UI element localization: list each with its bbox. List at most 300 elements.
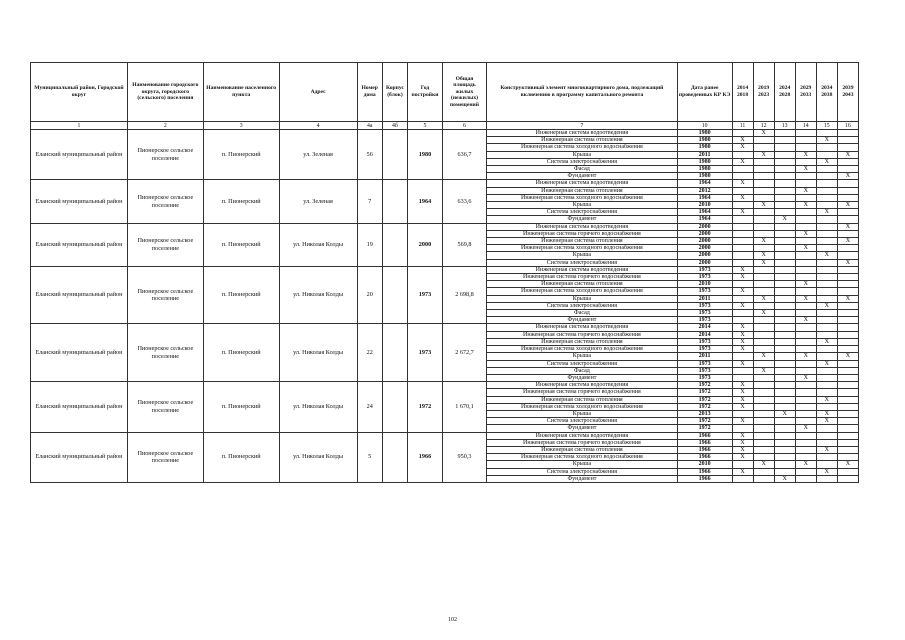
period-mark-cell: X <box>753 130 774 137</box>
period-mark-cell <box>753 360 774 367</box>
street-cell: ул. Николая Колды <box>279 382 357 432</box>
repair-date-cell: 2000 <box>677 259 732 266</box>
repair-date-cell: 1973 <box>677 310 732 317</box>
period-mark-cell: X <box>732 446 753 453</box>
period-mark-cell <box>816 216 837 223</box>
period-mark-cell <box>837 166 858 173</box>
repair-date-cell: 1973 <box>677 367 732 374</box>
street-cell: ул. Зеленая <box>279 130 357 180</box>
period-mark-cell <box>774 180 795 187</box>
period-mark-cell <box>816 230 837 237</box>
build-year-cell: 1964 <box>408 180 443 223</box>
house-number-cell: 20 <box>357 266 382 324</box>
street-cell: ул. Николая Колды <box>279 432 357 482</box>
element-name-cell: Крыша <box>487 461 678 468</box>
period-mark-cell <box>816 151 837 158</box>
period-mark-cell <box>816 461 837 468</box>
column-number: 5 <box>408 122 443 130</box>
repair-date-cell: 1972 <box>677 396 732 403</box>
period-mark-cell <box>837 310 858 317</box>
period-mark-cell <box>753 382 774 389</box>
period-mark-cell: X <box>732 338 753 345</box>
period-mark-cell <box>774 144 795 151</box>
district-cell: Еланский муниципальный район <box>31 382 128 432</box>
block-cell <box>382 130 407 180</box>
repair-date-cell: 2010 <box>677 202 732 209</box>
element-name-cell: Инженерная система отопления <box>487 137 678 144</box>
period-mark-cell <box>837 266 858 273</box>
period-mark-cell: X <box>795 425 816 432</box>
repair-date-cell: 1980 <box>677 137 732 144</box>
repair-date-cell: 1966 <box>677 468 732 475</box>
period-mark-cell <box>816 317 837 324</box>
period-mark-cell <box>753 137 774 144</box>
period-mark-cell <box>753 166 774 173</box>
period-mark-cell <box>837 144 858 151</box>
element-name-cell: Инженерная система отопления <box>487 446 678 453</box>
period-mark-cell <box>837 216 858 223</box>
period-mark-cell <box>837 410 858 417</box>
period-mark-cell: X <box>753 461 774 468</box>
settlement-cell: Пионерское сельское поселение <box>127 180 203 223</box>
period-mark-cell <box>732 202 753 209</box>
period-mark-cell <box>795 209 816 216</box>
period-mark-cell: X <box>732 396 753 403</box>
repair-date-cell: 2013 <box>677 410 732 417</box>
element-name-cell: Инженерная система отопления <box>487 238 678 245</box>
period-mark-cell <box>816 223 837 230</box>
period-mark-cell <box>732 173 753 180</box>
period-mark-cell <box>753 475 774 482</box>
district-cell: Еланский муниципальный район <box>31 324 128 382</box>
period-mark-cell <box>837 382 858 389</box>
period-mark-cell <box>774 310 795 317</box>
header-cell: Дата ранее проведенных КР КЭ <box>677 63 732 122</box>
element-name-cell: Инженерная система горячего водоснабжения <box>487 389 678 396</box>
period-mark-cell <box>774 274 795 281</box>
element-name-cell: Инженерная система холодного водоснабжения <box>487 194 678 201</box>
repair-date-cell: 1980 <box>677 173 732 180</box>
period-mark-cell: X <box>753 367 774 374</box>
element-name-cell: Фундамент <box>487 317 678 324</box>
house-number-cell: 5 <box>357 432 382 482</box>
period-mark-cell: X <box>816 396 837 403</box>
repair-date-cell: 2010 <box>677 281 732 288</box>
period-mark-cell <box>816 166 837 173</box>
period-mark-cell <box>774 230 795 237</box>
period-mark-cell <box>774 425 795 432</box>
district-cell: Еланский муниципальный район <box>31 223 128 266</box>
period-mark-cell <box>753 331 774 338</box>
repair-date-cell: 2012 <box>677 187 732 194</box>
period-mark-cell <box>732 295 753 302</box>
period-mark-cell <box>816 439 837 446</box>
period-mark-cell <box>816 238 837 245</box>
period-mark-cell <box>774 223 795 230</box>
period-mark-cell <box>732 166 753 173</box>
period-mark-cell <box>837 137 858 144</box>
period-mark-cell <box>753 230 774 237</box>
column-number-row <box>31 122 859 130</box>
period-mark-cell <box>753 173 774 180</box>
repair-date-cell: 1973 <box>677 360 732 367</box>
period-mark-cell: X <box>795 295 816 302</box>
element-name-cell: Система электроснабжения <box>487 418 678 425</box>
period-mark-cell: X <box>732 288 753 295</box>
element-name-cell: Инженерная система холодного водоснабжения <box>487 454 678 461</box>
period-mark-cell: X <box>837 259 858 266</box>
period-mark-cell <box>774 396 795 403</box>
period-mark-cell: X <box>732 418 753 425</box>
period-mark-cell <box>816 187 837 194</box>
period-mark-cell: X <box>732 439 753 446</box>
period-mark-cell <box>837 194 858 201</box>
house-number-cell: 19 <box>357 223 382 266</box>
period-mark-cell <box>816 367 837 374</box>
repair-date-cell: 1966 <box>677 446 732 453</box>
period-mark-cell: X <box>732 274 753 281</box>
period-mark-cell <box>774 202 795 209</box>
period-mark-cell <box>816 281 837 288</box>
header-cell: Корпус (блок) <box>382 63 407 122</box>
repair-date-cell: 2011 <box>677 353 732 360</box>
period-mark-cell: X <box>795 202 816 209</box>
page-number: 102 <box>448 617 457 623</box>
period-mark-cell <box>795 439 816 446</box>
period-mark-cell <box>774 151 795 158</box>
period-mark-cell: X <box>816 209 837 216</box>
period-mark-cell <box>837 130 858 137</box>
period-mark-cell <box>837 209 858 216</box>
header-cell: Наименование городского округа, городского (сельского) поселения <box>127 63 203 122</box>
period-mark-cell <box>753 439 774 446</box>
element-name-cell: Крыша <box>487 202 678 209</box>
period-mark-cell: X <box>732 209 753 216</box>
block-cell <box>382 266 407 324</box>
period-mark-cell <box>816 425 837 432</box>
element-name-cell: Крыша <box>487 252 678 259</box>
element-name-cell: Инженерная система водоотведения <box>487 266 678 273</box>
element-name-cell: Крыша <box>487 295 678 302</box>
repair-date-cell: 1980 <box>677 130 732 137</box>
street-cell: ул. Николая Колды <box>279 266 357 324</box>
capital-repair-table <box>30 62 859 483</box>
header-cell: Номер дома <box>357 63 382 122</box>
period-mark-cell <box>774 288 795 295</box>
period-mark-cell: X <box>732 468 753 475</box>
period-mark-cell <box>753 216 774 223</box>
element-name-cell: Фундамент <box>487 475 678 482</box>
locality-cell: п. Пионерский <box>203 130 279 180</box>
column-number: 14 <box>795 122 816 130</box>
period-mark-cell <box>837 288 858 295</box>
period-mark-cell: X <box>753 353 774 360</box>
district-cell: Еланский муниципальный район <box>31 180 128 223</box>
period-mark-cell <box>795 223 816 230</box>
period-mark-cell: X <box>837 238 858 245</box>
period-mark-cell <box>816 259 837 266</box>
period-mark-cell <box>732 230 753 237</box>
table-body <box>31 130 859 483</box>
period-mark-cell <box>774 331 795 338</box>
period-mark-cell: X <box>795 166 816 173</box>
period-mark-cell <box>837 252 858 259</box>
settlement-cell: Пионерское сельское поселение <box>127 223 203 266</box>
period-mark-cell <box>795 367 816 374</box>
period-mark-cell: X <box>732 302 753 309</box>
period-mark-cell <box>732 252 753 259</box>
period-mark-cell <box>732 187 753 194</box>
period-mark-cell <box>837 302 858 309</box>
element-name-cell: Фасад <box>487 166 678 173</box>
repair-date-cell: 2000 <box>677 238 732 245</box>
element-name-cell: Фасад <box>487 310 678 317</box>
element-name-cell: Инженерная система холодного водоснабжения <box>487 245 678 252</box>
repair-date-cell: 1966 <box>677 432 732 439</box>
period-mark-cell <box>816 245 837 252</box>
period-mark-cell: X <box>732 137 753 144</box>
locality-cell: п. Пионерский <box>203 324 279 382</box>
period-mark-cell: X <box>816 418 837 425</box>
period-mark-cell <box>753 454 774 461</box>
period-mark-cell: X <box>795 317 816 324</box>
build-year-cell: 1973 <box>408 266 443 324</box>
period-mark-cell <box>816 194 837 201</box>
area-cell: 950,3 <box>442 432 486 482</box>
repair-date-cell: 1973 <box>677 302 732 309</box>
house-number-cell: 56 <box>357 130 382 180</box>
period-mark-cell <box>816 432 837 439</box>
period-mark-cell <box>753 446 774 453</box>
repair-date-cell: 1980 <box>677 144 732 151</box>
period-mark-cell <box>837 439 858 446</box>
period-mark-cell <box>837 317 858 324</box>
period-mark-cell <box>732 425 753 432</box>
period-mark-cell <box>774 432 795 439</box>
district-cell: Еланский муниципальный район <box>31 266 128 324</box>
period-mark-cell <box>753 410 774 417</box>
period-mark-cell: X <box>816 360 837 367</box>
element-name-cell: Система электроснабжения <box>487 158 678 165</box>
period-mark-cell <box>795 389 816 396</box>
repair-date-cell: 1972 <box>677 418 732 425</box>
period-mark-cell <box>795 324 816 331</box>
period-mark-cell <box>795 396 816 403</box>
period-mark-cell: X <box>732 194 753 201</box>
period-mark-cell: X <box>732 403 753 410</box>
element-name-cell: Крыша <box>487 151 678 158</box>
build-year-cell: 1966 <box>408 432 443 482</box>
period-mark-cell <box>753 324 774 331</box>
period-mark-cell <box>837 446 858 453</box>
period-mark-cell <box>774 439 795 446</box>
period-mark-cell <box>795 216 816 223</box>
period-mark-cell: X <box>732 144 753 151</box>
period-mark-cell: X <box>753 238 774 245</box>
period-mark-cell <box>816 310 837 317</box>
repair-date-cell: 1972 <box>677 425 732 432</box>
period-mark-cell <box>753 425 774 432</box>
period-mark-cell <box>732 281 753 288</box>
period-mark-cell <box>837 389 858 396</box>
period-mark-cell <box>837 187 858 194</box>
period-mark-cell <box>753 180 774 187</box>
period-mark-cell <box>774 245 795 252</box>
repair-date-cell: 1973 <box>677 374 732 381</box>
period-mark-cell <box>732 461 753 468</box>
period-mark-cell: X <box>816 158 837 165</box>
period-mark-cell <box>753 281 774 288</box>
period-mark-cell: X <box>732 382 753 389</box>
period-mark-cell: X <box>732 180 753 187</box>
period-mark-cell <box>816 374 837 381</box>
build-year-cell: 1980 <box>408 130 443 180</box>
period-mark-cell <box>795 266 816 273</box>
repair-date-cell: 1964 <box>677 194 732 201</box>
period-mark-cell: X <box>816 410 837 417</box>
element-name-cell: Инженерная система горячего водоснабжения <box>487 439 678 446</box>
period-mark-cell <box>774 302 795 309</box>
period-mark-cell: X <box>753 202 774 209</box>
period-mark-cell <box>837 245 858 252</box>
period-mark-cell: X <box>816 468 837 475</box>
period-mark-cell <box>732 367 753 374</box>
period-mark-cell <box>816 202 837 209</box>
period-mark-cell <box>795 446 816 453</box>
period-mark-cell <box>837 331 858 338</box>
element-name-cell: Инженерная система холодного водоснабжения <box>487 403 678 410</box>
period-mark-cell <box>774 137 795 144</box>
repair-date-cell: 2014 <box>677 331 732 338</box>
repair-date-cell: 1980 <box>677 166 732 173</box>
period-mark-cell <box>753 266 774 273</box>
period-mark-cell <box>732 130 753 137</box>
table-row <box>31 180 859 187</box>
area-cell: 2 698,8 <box>442 266 486 324</box>
repair-date-cell: 1964 <box>677 216 732 223</box>
locality-cell: п. Пионерский <box>203 382 279 432</box>
repair-date-cell: 1972 <box>677 382 732 389</box>
repair-date-cell: 1966 <box>677 475 732 482</box>
period-mark-cell <box>732 223 753 230</box>
period-mark-cell <box>774 130 795 137</box>
period-mark-cell <box>774 187 795 194</box>
period-mark-cell <box>837 396 858 403</box>
period-mark-cell <box>753 158 774 165</box>
repair-date-cell: 1973 <box>677 266 732 273</box>
repair-date-cell: 2011 <box>677 295 732 302</box>
header-cell: 2014 2018 <box>732 63 753 122</box>
period-mark-cell <box>816 130 837 137</box>
period-mark-cell: X <box>816 137 837 144</box>
period-mark-cell: X <box>753 252 774 259</box>
period-mark-cell <box>795 238 816 245</box>
period-mark-cell: X <box>837 151 858 158</box>
column-number: 4б <box>382 122 407 130</box>
header-cell: Год постройки <box>408 63 443 122</box>
period-mark-cell <box>816 180 837 187</box>
build-year-cell: 1972 <box>408 382 443 432</box>
table-row <box>31 382 859 389</box>
period-mark-cell <box>795 382 816 389</box>
period-mark-cell <box>753 338 774 345</box>
area-cell: 1 670,1 <box>442 382 486 432</box>
period-mark-cell <box>816 324 837 331</box>
element-name-cell: Система электроснабжения <box>487 259 678 266</box>
period-mark-cell: X <box>774 475 795 482</box>
period-mark-cell: X <box>774 410 795 417</box>
period-mark-cell: X <box>732 432 753 439</box>
period-mark-cell <box>837 346 858 353</box>
repair-date-cell: 1966 <box>677 439 732 446</box>
period-mark-cell <box>837 475 858 482</box>
settlement-cell: Пионерское сельское поселение <box>127 382 203 432</box>
house-number-cell: 24 <box>357 382 382 432</box>
period-mark-cell: X <box>795 374 816 381</box>
repair-date-cell: 1973 <box>677 274 732 281</box>
table-row <box>31 324 859 331</box>
element-name-cell: Инженерная система холодного водоснабжения <box>487 288 678 295</box>
table-row <box>31 130 859 137</box>
period-mark-cell <box>837 338 858 345</box>
period-mark-cell <box>795 302 816 309</box>
period-mark-cell <box>816 353 837 360</box>
period-mark-cell: X <box>795 353 816 360</box>
period-mark-cell <box>837 425 858 432</box>
build-year-cell: 1973 <box>408 324 443 382</box>
period-mark-cell <box>753 245 774 252</box>
period-mark-cell <box>795 252 816 259</box>
repair-date-cell: 2000 <box>677 252 732 259</box>
period-mark-cell <box>732 353 753 360</box>
period-mark-cell <box>816 331 837 338</box>
period-mark-cell <box>795 274 816 281</box>
repair-date-cell: 2000 <box>677 223 732 230</box>
period-mark-cell <box>837 454 858 461</box>
period-mark-cell <box>732 317 753 324</box>
element-name-cell: Инженерная система водоотведения <box>487 130 678 137</box>
period-mark-cell <box>795 331 816 338</box>
district-cell: Еланский муниципальный район <box>31 432 128 482</box>
element-name-cell: Фундамент <box>487 425 678 432</box>
period-mark-cell <box>837 274 858 281</box>
settlement-cell: Пионерское сельское поселение <box>127 432 203 482</box>
period-mark-cell <box>774 252 795 259</box>
repair-date-cell: 2000 <box>677 245 732 252</box>
period-mark-cell <box>795 432 816 439</box>
repair-date-cell: 1973 <box>677 288 732 295</box>
period-mark-cell <box>795 360 816 367</box>
period-mark-cell <box>732 475 753 482</box>
period-mark-cell <box>816 346 837 353</box>
area-cell: 2 672,7 <box>442 324 486 382</box>
header-cell: Муниципальный район, Городской округ <box>31 63 128 122</box>
period-mark-cell: X <box>774 216 795 223</box>
period-mark-cell <box>732 238 753 245</box>
repair-date-cell: 2000 <box>677 230 732 237</box>
period-mark-cell <box>774 295 795 302</box>
period-mark-cell <box>753 418 774 425</box>
repair-date-cell: 2010 <box>677 461 732 468</box>
period-mark-cell <box>816 274 837 281</box>
column-number: 3 <box>203 122 279 130</box>
table-row <box>31 432 859 439</box>
period-mark-cell: X <box>732 331 753 338</box>
area-cell: 569,8 <box>442 223 486 266</box>
header-cell: Конструктивный элемент многоквартирного дома, подлежащий включению в программу капитального ремонта <box>487 63 678 122</box>
period-mark-cell <box>753 274 774 281</box>
settlement-cell: Пионерское сельское поселение <box>127 130 203 180</box>
